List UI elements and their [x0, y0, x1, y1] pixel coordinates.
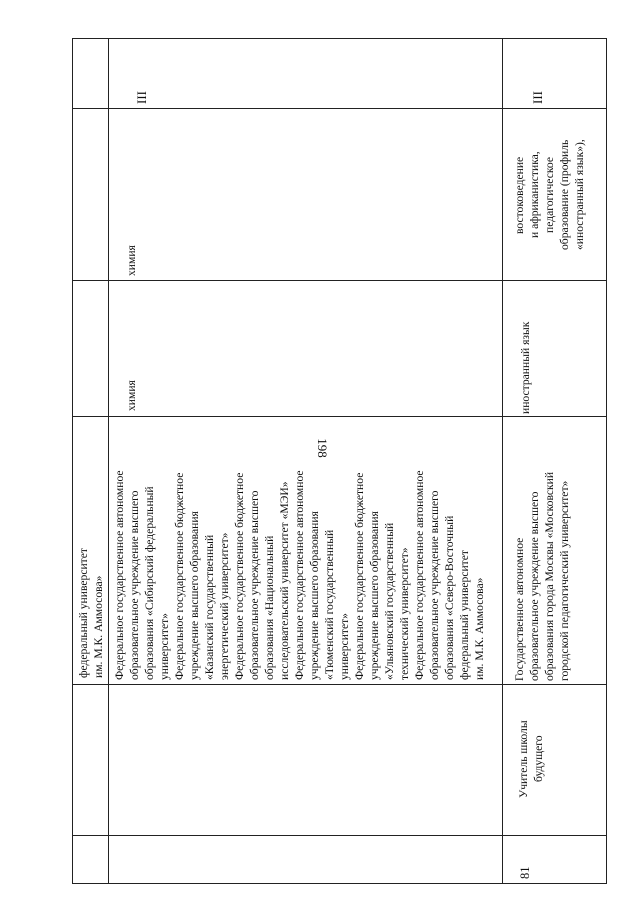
col-divider-level	[72, 108, 607, 109]
admissions-table	[72, 38, 607, 884]
row2-subject1: химия	[125, 380, 138, 411]
table-border-left	[72, 38, 73, 884]
col-divider-subject1	[72, 416, 607, 417]
row1-universities: федеральный университет им. М.К. Аммосова»	[77, 548, 105, 678]
table-border-top	[72, 38, 607, 39]
row3-level: III	[530, 91, 545, 104]
row3-program: Учитель школы будущего	[517, 720, 545, 798]
row1-level: III	[134, 91, 149, 104]
table-border-right	[606, 38, 607, 884]
row2-universities: Федеральное государственное автономное образовательное учреждение высшего образования «Сибирский федеральный университет» Федеральное государственное бюджетное учреждение высшего образования «Казанский государственный энергетический университет» Федеральное государственное бюджетное образовательное учреждение высшего образования «Национальный исследовательский университет «МЭИ» Федеральное государственное автономное учреждение высшего образования «Тюменский государственный университет» Федеральное государственное бюджетное учреждение высшего образования «Ульяновский государственный технический университет» Федеральное государственное автономное образовательное учреждение высшего образования «Северо-Восточный федеральный университет им. М.К. Аммосова»	[113, 470, 486, 680]
row2-subject2: химия	[125, 245, 138, 276]
row-divider-2	[502, 38, 503, 884]
row3-subject2: востоковедение и африканистика, педагогическое образование (профиль «иностранный язык»),	[513, 139, 586, 251]
col-divider-universities	[72, 684, 607, 685]
col-divider-program	[72, 835, 607, 836]
row3-subject1: иностранный язык	[519, 321, 532, 414]
table-border-bottom	[72, 883, 607, 884]
page-number: 198	[314, 438, 330, 458]
row3-num: 81	[518, 866, 532, 879]
row3-universities: Государственное автономное образовательное учреждение высшего образования города Москвы «Московский городской педагогический университет»	[513, 471, 571, 681]
row-divider-1	[108, 38, 109, 884]
col-divider-subject2	[72, 280, 607, 281]
